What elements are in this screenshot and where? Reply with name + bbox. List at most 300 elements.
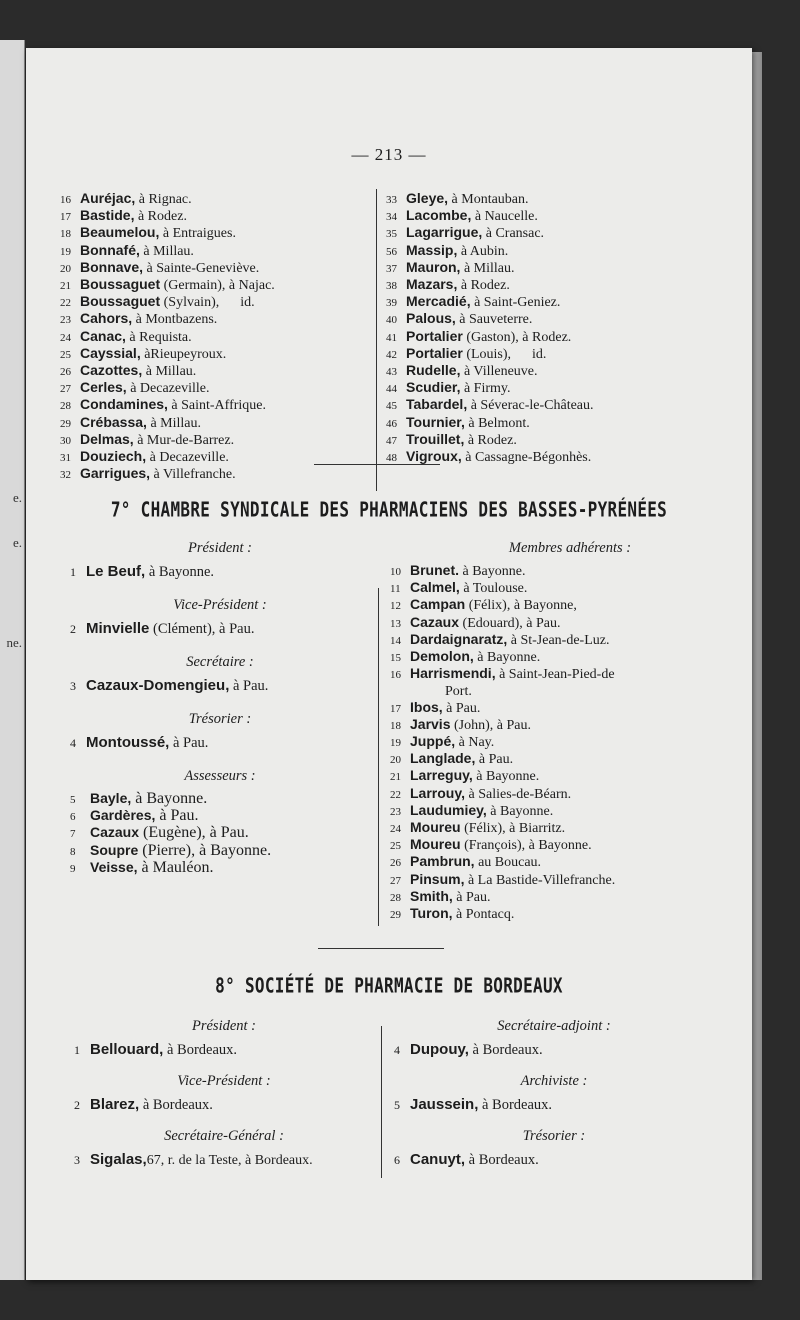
entry-number: 32: [60, 469, 71, 482]
pharmacist-name: Brunet.: [410, 562, 459, 578]
entry-location: (Louis), id.: [462, 346, 547, 362]
pharmacist-name: Blarez,: [90, 1096, 140, 1113]
entry-location: Port.: [410, 684, 472, 700]
entry-location: à Cassagne-Bégonhès.: [461, 450, 592, 466]
pharmacist-name: Sigalas,: [90, 1151, 147, 1168]
pharmacist-name: Pinsum,: [410, 870, 465, 887]
pharmacist-name: Rudelle,: [406, 362, 461, 379]
list-item: [70, 843, 370, 860]
pharmacist-name: Langlade,: [410, 750, 476, 767]
page-stack-edge: [752, 52, 762, 1280]
entry-location: à Pontacq.: [452, 907, 515, 923]
pharmacist-name: Palous,: [406, 310, 456, 327]
entry-number: 28: [60, 400, 71, 413]
section7-officers: [70, 540, 370, 877]
entry-number: 10: [390, 566, 401, 578]
pharmacist-name: Cerles,: [80, 379, 127, 396]
entry-location: (Edouard), à Pau.: [459, 615, 561, 631]
list-item: [386, 208, 594, 225]
secretary-adjoint-label: Secrétaire-adjoint :: [497, 1018, 611, 1034]
entry-location: à Bordeaux.: [163, 1042, 238, 1058]
column-divider: [376, 189, 377, 491]
pharmacist-name: Beaumelou,: [80, 224, 160, 241]
entry-location: à Bayonne.: [472, 769, 540, 785]
entry-location: à Pau.: [229, 678, 269, 694]
entry-location: à Bayonne.: [145, 564, 215, 580]
pharmacist-name: Moureu: [410, 819, 461, 836]
entry-number: 6: [70, 811, 76, 824]
pharmacist-name: Cazaux: [90, 824, 140, 841]
pharmacist-name: Turon,: [410, 905, 453, 922]
list-item: [386, 363, 594, 380]
entry-number: 17: [60, 211, 71, 224]
entry-location: à Villeneuve.: [460, 364, 538, 380]
list-item: [390, 751, 750, 768]
entry-location: à Rodez.: [464, 432, 517, 448]
members-list: [390, 563, 750, 923]
entry-location: (Félix), à Biarritz.: [460, 821, 566, 837]
pharmacist-name: Boussaguet: [80, 276, 161, 293]
pharmacist-name: Soupre: [90, 841, 139, 858]
entry-number: 15: [390, 652, 401, 665]
entry-number: 31: [60, 452, 71, 465]
entry-number: 18: [390, 719, 401, 732]
entry-location: àRieupeyroux.: [140, 346, 227, 362]
entry-number: 22: [390, 788, 401, 801]
entry-number: 43: [386, 366, 397, 379]
entry-location: à Firmy.: [460, 381, 511, 397]
pharmacist-name: Gleye,: [406, 190, 449, 206]
secretary-label: Secrétaire :: [186, 654, 254, 670]
entry-number: 5: [70, 794, 76, 806]
entry-number: 37: [386, 262, 397, 275]
treasurer-label: Trésorier :: [188, 711, 252, 727]
pharmacist-name: Vigroux,: [406, 448, 462, 465]
pharmacist-name: Boussaguet: [80, 293, 161, 310]
list-item: [386, 329, 594, 346]
list-item: [390, 597, 750, 614]
list-item: [390, 563, 750, 580]
list-item: [60, 329, 275, 346]
entry-number: 2: [74, 1098, 80, 1112]
pharmacist-name: Auréjac,: [80, 190, 136, 206]
list-item: [60, 260, 275, 277]
margin-fragment: e.: [12, 535, 22, 550]
pharmacist-name: Garrigues,: [80, 465, 151, 482]
assessors-label: Assesseurs :: [184, 768, 256, 784]
entry-location: à Toulouse.: [459, 581, 528, 597]
entry-number: 25: [390, 840, 401, 853]
entry-number: 16: [390, 669, 401, 682]
entry-number: 56: [386, 245, 397, 258]
entry-location: à Millau.: [142, 364, 197, 380]
entry-location: à Decazeville.: [126, 381, 210, 397]
margin-fragment: e.: [12, 490, 22, 505]
entry-number: 22: [60, 297, 71, 310]
pharmacist-name: Montoussé,: [86, 734, 170, 751]
section-separator: [314, 464, 440, 465]
entry-location: à Pau.: [442, 700, 481, 716]
secretary-adjoint-entry: [394, 1041, 714, 1059]
entry-location: à Rodez.: [134, 209, 187, 225]
list-item: [390, 854, 750, 871]
entry-location: à Pau.: [452, 889, 491, 905]
list-item: [60, 363, 275, 380]
entry-number: 4: [394, 1043, 400, 1057]
pharmacist-name: Trouillet,: [406, 430, 465, 447]
entry-number: 19: [60, 245, 71, 258]
entry-number: 1: [74, 1043, 80, 1057]
vice-president-label: Vice-Président :: [177, 1073, 271, 1089]
list-item: [70, 791, 370, 808]
entry-location: à Aubin.: [457, 243, 509, 259]
list-item: [60, 397, 275, 414]
pharmacist-name: Mazars,: [406, 276, 458, 293]
pharmacist-name: Canac,: [80, 327, 126, 344]
entry-number: 24: [390, 823, 401, 836]
list-item: [60, 191, 275, 208]
entry-number: 38: [386, 280, 397, 293]
pharmacist-name: Minvielle: [86, 620, 150, 637]
members-label: Membres adhérents :: [508, 540, 632, 556]
entry-number: 21: [60, 280, 71, 293]
pharmacist-name: Tournier,: [406, 413, 465, 430]
pharmacist-name: Bonnave,: [80, 258, 144, 275]
list-item: [386, 260, 594, 277]
entry-number: 3: [70, 679, 76, 693]
entry-number: 44: [386, 383, 397, 396]
entry-location: à Nay.: [455, 735, 495, 751]
section6-right-column: [386, 191, 594, 466]
entry-location: à Rodez.: [457, 278, 510, 294]
entry-location: à Mur-de-Barrez.: [133, 432, 235, 448]
vice-president-label: Vice-Président :: [173, 597, 267, 613]
entry-number: 21: [390, 771, 401, 784]
section6-left-column: [60, 191, 275, 483]
entry-number: 18: [60, 228, 71, 241]
entry-location: à Bordeaux.: [478, 1097, 553, 1113]
entry-location: à Entraigues.: [159, 226, 236, 242]
entry-number: 42: [386, 348, 397, 361]
pharmacist-name: Bellouard,: [90, 1041, 164, 1058]
entry-number: 2: [70, 622, 76, 636]
entry-location: à Bayonne.: [486, 803, 554, 819]
entry-location: à Naucelle.: [471, 209, 538, 225]
entry-number: 33: [386, 194, 397, 206]
pharmacist-name: Cayssial,: [80, 344, 141, 361]
secretary-entry: [70, 677, 370, 695]
list-item: [386, 191, 594, 208]
entry-number: 26: [390, 857, 401, 870]
pharmacist-name: Condamines,: [80, 396, 168, 413]
list-item: [390, 803, 750, 820]
entry-location: à Séverac-le-Château.: [467, 398, 594, 414]
entry-number: 27: [60, 383, 71, 396]
entry-location: (Félix), à Bayonne,: [465, 598, 577, 614]
president-label: Président :: [187, 540, 253, 556]
pharmacist-name: Bastide,: [80, 207, 135, 224]
pharmacist-name: Larreguy,: [410, 767, 473, 784]
list-item: [60, 449, 275, 466]
entry-location: à Villefranche.: [150, 467, 236, 483]
vice-president-entry: [74, 1096, 374, 1114]
entry-number: 41: [386, 331, 397, 344]
pharmacist-name: Ibos,: [410, 698, 443, 715]
entry-location: à Belmont.: [464, 415, 530, 431]
pharmacist-name: Pambrun,: [410, 853, 475, 870]
pharmacist-name: Mauron,: [406, 258, 461, 275]
entry-location: à Saint-Jean-Pied-de: [495, 667, 615, 683]
entry-location: à Salies-de-Béarn.: [464, 786, 572, 802]
column-divider: [378, 588, 379, 926]
list-item: [60, 415, 275, 432]
archivist-label: Archiviste :: [520, 1073, 588, 1089]
list-item: [386, 294, 594, 311]
pharmacist-name: Cazaux: [410, 613, 460, 630]
entry-location: à Saint-Affrique.: [167, 398, 267, 414]
list-item: [390, 734, 750, 751]
pharmacist-name: Massip,: [406, 241, 458, 258]
secretary-general-entry: [74, 1151, 374, 1169]
entry-number: 6: [394, 1153, 400, 1167]
entry-number: 29: [390, 909, 401, 922]
list-item: [60, 346, 275, 363]
list-item: [390, 786, 750, 803]
entry-number: 16: [60, 194, 71, 206]
section7-title: 7° CHAMBRE SYNDICALE DES PHARMACIENS DES BASSES-PYRÉNÉES: [110, 497, 668, 522]
list-item: [390, 872, 750, 889]
entry-number: 23: [390, 805, 401, 818]
entry-location: à Bordeaux.: [139, 1097, 213, 1113]
entry-location: à Mauléon.: [137, 858, 214, 876]
entry-number: 3: [74, 1153, 80, 1167]
list-item: [390, 683, 750, 699]
list-item: [390, 580, 750, 597]
list-item: [386, 346, 594, 363]
section-separator: [318, 948, 444, 949]
president-label: Président :: [191, 1018, 257, 1034]
entry-number: 46: [386, 417, 397, 430]
pharmacist-name: Scudier,: [406, 379, 461, 396]
list-item: [386, 432, 594, 449]
entry-number: 7: [70, 828, 76, 841]
entry-location: (John), à Pau.: [450, 717, 531, 733]
book-page: [26, 48, 752, 1280]
entry-location: 67, r. de la Teste, à Bordeaux.: [146, 1153, 313, 1168]
entry-number: 9: [70, 862, 76, 875]
entry-number: 8: [70, 845, 76, 858]
pharmacist-name: Douziech,: [80, 448, 147, 465]
list-item: [390, 615, 750, 632]
entry-number: 25: [60, 348, 71, 361]
entry-location: à Millau.: [139, 243, 194, 259]
pharmacist-name: Juppé,: [410, 733, 456, 750]
pharmacist-name: Demolon,: [410, 648, 474, 665]
entry-number: 17: [390, 702, 401, 715]
treasurer-label: Trésorier :: [522, 1128, 586, 1144]
entry-number: 48: [386, 452, 397, 465]
pharmacist-name: Calmel,: [410, 579, 460, 596]
list-item: [60, 380, 275, 397]
entry-number: 20: [390, 754, 401, 767]
pharmacist-name: Lagarrigue,: [406, 224, 483, 241]
pharmacist-name: Delmas,: [80, 430, 134, 447]
entry-location: à Bayonne.: [473, 650, 541, 666]
entry-number: 19: [390, 737, 401, 750]
pharmacist-name: Le Beuf,: [86, 563, 146, 580]
entry-location: à Bordeaux.: [468, 1042, 543, 1058]
entry-location: à Pau.: [155, 807, 199, 825]
entry-number: 28: [390, 891, 401, 904]
pharmacist-name: Larrouy,: [410, 784, 465, 801]
entry-number: 20: [60, 262, 71, 275]
list-item: [390, 649, 750, 666]
treasurer-entry: [394, 1151, 714, 1169]
list-item: [390, 717, 750, 734]
entry-number: 39: [386, 297, 397, 310]
list-item: [386, 397, 594, 414]
entry-number: 30: [60, 434, 71, 447]
entry-location: à Saint-Geniez.: [470, 295, 561, 311]
list-item: [60, 243, 275, 260]
president-entry: [74, 1041, 374, 1059]
section8-title: 8° SOCIÉTÉ DE PHARMACIE DE BORDEAUX: [215, 973, 563, 998]
list-item: [386, 380, 594, 397]
pharmacist-name: Smith,: [410, 887, 453, 904]
entry-number: 13: [390, 617, 401, 630]
list-item: [390, 632, 750, 649]
pharmacist-name: Gardères,: [90, 807, 156, 824]
pharmacist-name: Tabardel,: [406, 396, 468, 413]
entry-location: (Eugène), à Pau.: [139, 824, 249, 842]
pharmacist-name: Lacombe,: [406, 207, 472, 224]
entry-location: à Millau.: [460, 260, 515, 276]
entry-location: (Gaston), à Rodez.: [462, 329, 572, 345]
entry-location: à Bayonne.: [459, 564, 526, 579]
list-item: [390, 666, 750, 683]
entry-location: à St-Jean-de-Luz.: [507, 632, 610, 648]
entry-location: (François), à Bayonne.: [460, 838, 592, 854]
entry-location: au Boucau.: [474, 855, 542, 871]
entry-location: à Requista.: [125, 329, 192, 345]
entry-location: à La Bastide-Villefranche.: [464, 872, 616, 888]
entry-location: à Montauban.: [448, 192, 529, 207]
entry-number: 12: [390, 600, 401, 613]
list-item: [386, 311, 594, 328]
list-item: [70, 860, 370, 877]
pharmacist-name: Canuyt,: [410, 1151, 466, 1168]
pharmacist-name: Bonnafé,: [80, 241, 140, 258]
entry-number: 5: [394, 1098, 400, 1112]
entry-location: à Pau.: [475, 752, 514, 768]
list-item: [386, 225, 594, 242]
pharmacist-name: Cazaux-Domengieu,: [86, 677, 230, 694]
entry-location: à Sainte-Geneviève.: [143, 260, 260, 276]
pharmacist-name: Jaussein,: [410, 1096, 479, 1113]
entry-number: 29: [60, 417, 71, 430]
list-item: [60, 466, 275, 483]
entry-location: à Rignac.: [135, 192, 192, 207]
entry-number: 47: [386, 434, 397, 447]
pharmacist-name: Dupouy,: [410, 1041, 469, 1058]
entry-location: à Bayonne.: [131, 790, 208, 807]
entry-number: 14: [390, 634, 401, 647]
secretary-general-label: Secrétaire-Général :: [164, 1128, 284, 1144]
list-item: [60, 294, 275, 311]
page-number: — 213 —: [351, 145, 427, 164]
pharmacist-name: Campan: [410, 596, 466, 613]
list-item: [390, 906, 750, 923]
pharmacist-name: Laudumiey,: [410, 801, 487, 818]
pharmacist-name: Harrismendi,: [410, 665, 496, 682]
entry-number: 27: [390, 874, 401, 887]
pharmacist-name: Portalier: [406, 327, 463, 344]
entry-number: 35: [386, 228, 397, 241]
list-item: [390, 820, 750, 837]
pharmacist-name: Jarvis: [410, 715, 451, 732]
entry-number: 34: [386, 211, 397, 224]
entry-location: à Decazeville.: [146, 450, 229, 466]
list-item: [60, 277, 275, 294]
section8-left: [74, 1018, 374, 1169]
entry-number: 40: [386, 314, 397, 327]
entry-location: à Sauveterre.: [455, 312, 533, 328]
entry-location: à Pau.: [169, 735, 209, 751]
list-item: [390, 837, 750, 854]
list-item: [386, 415, 594, 432]
entry-location: (Sylvain), id.: [160, 295, 255, 311]
list-item: [60, 208, 275, 225]
assessors-list: [70, 791, 370, 877]
pharmacist-name: Moureu: [410, 836, 461, 853]
list-item: [70, 825, 370, 842]
pharmacist-name: Crébassa,: [80, 413, 147, 430]
archivist-entry: [394, 1096, 714, 1114]
entry-number: 26: [60, 366, 71, 379]
entry-number: 23: [60, 314, 71, 327]
list-item: [390, 700, 750, 717]
list-item: [390, 768, 750, 785]
entry-location: à Cransac.: [482, 226, 545, 242]
entry-location: à Montbazens.: [132, 312, 218, 328]
list-item: [386, 243, 594, 260]
entry-location: (Clément), à Pau.: [149, 621, 255, 637]
list-item: [390, 889, 750, 906]
vice-president-entry: [70, 620, 370, 638]
pharmacist-name: Cahors,: [80, 310, 133, 327]
pharmacist-name: Cazottes,: [80, 362, 143, 379]
entry-location: à Bordeaux.: [465, 1152, 539, 1168]
previous-page-edge: [0, 40, 25, 1280]
entry-number: 24: [60, 331, 71, 344]
entry-number: 4: [70, 736, 76, 750]
pharmacist-name: Mercadié,: [406, 293, 471, 310]
pharmacist-name: Dardaignaratz,: [410, 630, 508, 647]
pharmacist-name: Veisse,: [90, 858, 138, 875]
section7-members: [390, 540, 750, 923]
list-item: [60, 225, 275, 242]
entry-location: (Germain), à Najac.: [160, 278, 275, 294]
president-entry: [70, 563, 370, 581]
pharmacist-name: Portalier: [406, 344, 463, 361]
list-item: [386, 277, 594, 294]
pharmacist-name: Bayle,: [90, 790, 132, 806]
entry-number: 45: [386, 400, 397, 413]
entry-location: à Millau.: [146, 415, 201, 431]
section8-right: [394, 1018, 714, 1169]
entry-number: 1: [70, 565, 76, 579]
column-divider: [381, 1026, 382, 1178]
